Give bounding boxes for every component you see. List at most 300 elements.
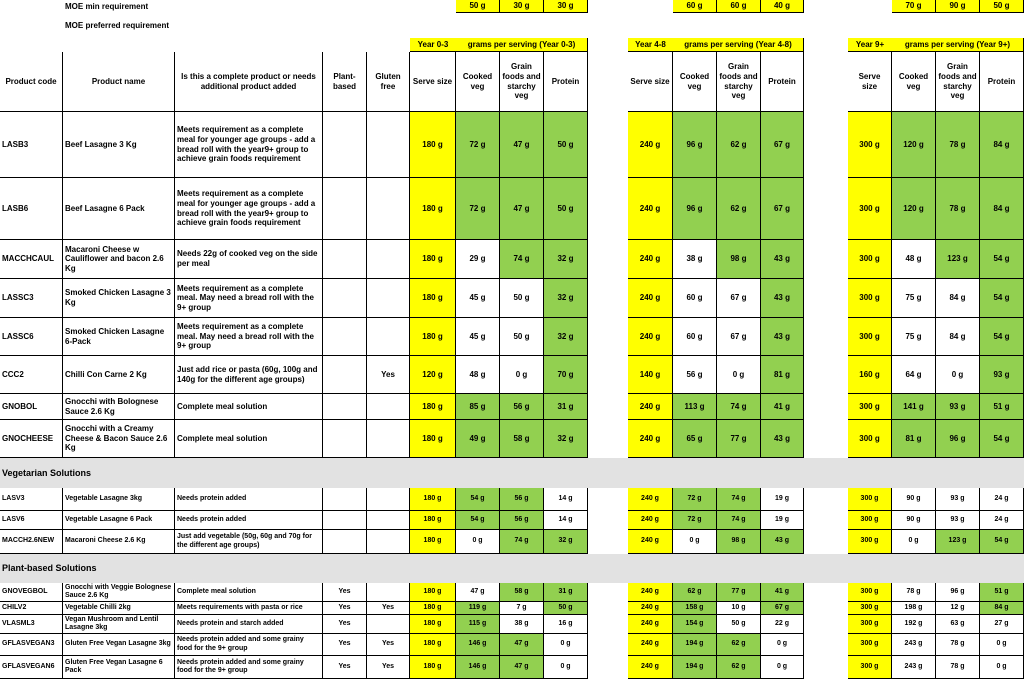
cell-complete-note: Meets requirements with pasta or rice	[175, 602, 323, 615]
cell-veg: 64 g	[892, 356, 936, 394]
header-serve: Serve size	[628, 52, 673, 112]
cell-grain: 38 g	[500, 615, 544, 634]
header-gluten-free: Gluten free	[367, 52, 410, 112]
cell-protein: 81 g	[761, 356, 804, 394]
cell-serve: 300 g	[848, 602, 892, 615]
cell-product-name: Vegetable Lasagne 6 Pack	[63, 511, 175, 530]
cell-product-name: Vegetable Lasagne 3kg	[63, 488, 175, 511]
cell-grain: 77 g	[717, 583, 761, 602]
cell-product-name: Gluten Free Vegan Lasagne 3kg	[63, 634, 175, 656]
cell-protein: 54 g	[980, 279, 1024, 318]
cell-veg: 29 g	[456, 240, 500, 279]
cell-grain: 58 g	[500, 420, 544, 458]
cell-serve: 300 g	[848, 112, 892, 178]
cell-veg: 141 g	[892, 394, 936, 420]
cell-serve: 180 g	[410, 240, 456, 279]
cell-complete-note: Complete meal solution	[175, 583, 323, 602]
moe-min-value: 30 g	[500, 0, 544, 13]
header-veg: Cooked veg	[456, 52, 500, 112]
cell-grain: 62 g	[717, 634, 761, 656]
cell-protein: 43 g	[761, 318, 804, 356]
cell-serve: 240 g	[628, 279, 673, 318]
cell-plant-based	[323, 488, 367, 511]
cell-gluten-free	[367, 394, 410, 420]
cell-grain: 98 g	[717, 530, 761, 554]
cell-serve: 240 g	[628, 530, 673, 554]
cell-grain: 96 g	[936, 420, 980, 458]
cell-protein: 31 g	[544, 583, 588, 602]
cell-grain: 74 g	[717, 394, 761, 420]
cell-gluten-free: Yes	[367, 656, 410, 679]
group-title: grams per serving (Year 0-3)	[467, 39, 576, 49]
cell-grain: 96 g	[936, 583, 980, 602]
cell-gluten-free	[367, 420, 410, 458]
header-grain: Grain foods and starchy veg	[500, 52, 544, 112]
cell-veg: 54 g	[456, 511, 500, 530]
header-complete-product: Is this a complete product or needs additional product added	[175, 52, 323, 112]
cell-veg: 119 g	[456, 602, 500, 615]
cell-veg: 72 g	[456, 112, 500, 178]
cell-product-name: Vegetable Chilli 2kg	[63, 602, 175, 615]
cell-gluten-free	[367, 583, 410, 602]
cell-veg: 38 g	[673, 240, 717, 279]
cell-veg: 146 g	[456, 634, 500, 656]
cell-protein: 32 g	[544, 279, 588, 318]
cell-veg: 49 g	[456, 420, 500, 458]
cell-grain: 84 g	[936, 318, 980, 356]
cell-serve: 240 g	[628, 602, 673, 615]
cell-grain: 50 g	[500, 318, 544, 356]
cell-product-name: Smoked Chicken Lasagne 3 Kg	[63, 279, 175, 318]
cell-plant-based: Yes	[323, 615, 367, 634]
cell-serve: 300 g	[848, 656, 892, 679]
cell-product-code: CHILV2	[0, 602, 63, 615]
cell-serve: 180 g	[410, 656, 456, 679]
cell-plant-based: Yes	[323, 602, 367, 615]
cell-veg: 113 g	[673, 394, 717, 420]
section-vegetarian-title: Vegetarian Solutions	[2, 467, 92, 478]
cell-veg: 47 g	[456, 583, 500, 602]
cell-complete-note: Meets requirement as a complete meal for younger age groups - add a bread roll with the year9+ group to achieve grain foods requirement	[175, 178, 323, 240]
cell-serve: 180 g	[410, 488, 456, 511]
cell-grain: 77 g	[717, 420, 761, 458]
cell-veg: 0 g	[892, 530, 936, 554]
cell-protein: 16 g	[544, 615, 588, 634]
cell-protein: 50 g	[544, 112, 588, 178]
cell-plant-based	[323, 530, 367, 554]
cell-veg: 48 g	[456, 356, 500, 394]
cell-plant-based	[323, 279, 367, 318]
cell-veg: 120 g	[892, 178, 936, 240]
cell-serve: 180 g	[410, 602, 456, 615]
cell-gluten-free	[367, 112, 410, 178]
group-title-bar	[410, 38, 588, 52]
cell-grain: 74 g	[500, 530, 544, 554]
cell-grain: 62 g	[717, 178, 761, 240]
cell-plant-based	[323, 394, 367, 420]
cell-serve: 240 g	[628, 240, 673, 279]
cell-product-name: Macaroni Cheese w Cauliflower and bacon 2.6 Kg	[63, 240, 175, 279]
cell-grain: 50 g	[500, 279, 544, 318]
cell-product-code: GNOVEGBOL	[0, 583, 63, 602]
cell-complete-note: Complete meal solution	[175, 394, 323, 420]
cell-serve: 240 g	[628, 420, 673, 458]
cell-protein: 50 g	[544, 602, 588, 615]
cell-protein: 51 g	[980, 583, 1024, 602]
cell-product-name: Gluten Free Vegan Lasagne 6 Pack	[63, 656, 175, 679]
cell-protein: 84 g	[980, 178, 1024, 240]
cell-serve: 140 g	[628, 356, 673, 394]
cell-protein: 54 g	[980, 530, 1024, 554]
cell-product-name: Gnocchi with Bolognese Sauce 2.6 Kg	[63, 394, 175, 420]
cell-complete-note: Needs protein and starch added	[175, 615, 323, 634]
group-year: Year 9+	[855, 39, 885, 49]
cell-grain: 78 g	[936, 178, 980, 240]
group-title: grams per serving (Year 9+)	[904, 39, 1011, 49]
cell-protein: 54 g	[980, 240, 1024, 279]
cell-grain: 56 g	[500, 511, 544, 530]
cell-protein: 0 g	[980, 656, 1024, 679]
header-protein: Protein	[761, 52, 804, 112]
cell-protein: 0 g	[544, 656, 588, 679]
cell-plant-based	[323, 178, 367, 240]
cell-serve: 240 g	[628, 488, 673, 511]
group-year: Year 0-3	[417, 39, 449, 49]
group-title: grams per serving (Year 4-8)	[684, 39, 792, 49]
cell-product-name: Smoked Chicken Lasagne 6-Pack	[63, 318, 175, 356]
cell-veg: 72 g	[456, 178, 500, 240]
cell-grain: 10 g	[717, 602, 761, 615]
cell-veg: 72 g	[673, 511, 717, 530]
cell-product-name: Beef Lasagne 3 Kg	[63, 112, 175, 178]
cell-serve: 240 g	[628, 511, 673, 530]
cell-protein: 24 g	[980, 488, 1024, 511]
cell-protein: 19 g	[761, 488, 804, 511]
cell-serve: 180 g	[410, 420, 456, 458]
header-serve: Serve size	[410, 52, 456, 112]
cell-veg: 90 g	[892, 488, 936, 511]
cell-plant-based	[323, 318, 367, 356]
cell-complete-note: Meets requirement as a complete meal for younger age groups - add a bread roll with the year9+ group to achieve grain foods requirement	[175, 112, 323, 178]
cell-veg: 81 g	[892, 420, 936, 458]
cell-veg: 65 g	[673, 420, 717, 458]
moe-min-value: 30 g	[544, 0, 588, 13]
cell-serve: 300 g	[848, 240, 892, 279]
cell-protein: 67 g	[761, 602, 804, 615]
cell-serve: 180 g	[410, 511, 456, 530]
cell-veg: 96 g	[673, 178, 717, 240]
cell-grain: 74 g	[717, 511, 761, 530]
cell-veg: 154 g	[673, 615, 717, 634]
cell-product-name: Beef Lasagne 6 Pack	[63, 178, 175, 240]
cell-veg: 158 g	[673, 602, 717, 615]
cell-protein: 51 g	[980, 394, 1024, 420]
header-veg: Cooked veg	[673, 52, 717, 112]
cell-grain: 58 g	[500, 583, 544, 602]
cell-product-code: MACCHCAUL	[0, 240, 63, 279]
cell-veg: 60 g	[673, 318, 717, 356]
cell-protein: 14 g	[544, 488, 588, 511]
cell-serve: 180 g	[410, 279, 456, 318]
cell-serve: 300 g	[848, 394, 892, 420]
cell-veg: 96 g	[673, 112, 717, 178]
cell-protein: 0 g	[980, 634, 1024, 656]
cell-grain: 62 g	[717, 112, 761, 178]
cell-grain: 0 g	[936, 356, 980, 394]
cell-grain: 123 g	[936, 530, 980, 554]
cell-grain: 47 g	[500, 112, 544, 178]
cell-product-code: GFLASVEGAN6	[0, 656, 63, 679]
cell-grain: 93 g	[936, 511, 980, 530]
header-product-code: Product code	[0, 52, 63, 112]
cell-serve: 300 g	[848, 583, 892, 602]
cell-veg: 78 g	[892, 583, 936, 602]
cell-veg: 54 g	[456, 488, 500, 511]
cell-complete-note: Needs protein added	[175, 488, 323, 511]
cell-plant-based	[323, 511, 367, 530]
cell-gluten-free	[367, 615, 410, 634]
cell-veg: 56 g	[673, 356, 717, 394]
cell-protein: 41 g	[761, 583, 804, 602]
cell-serve: 300 g	[848, 511, 892, 530]
cell-protein: 24 g	[980, 511, 1024, 530]
cell-protein: 43 g	[761, 279, 804, 318]
cell-protein: 43 g	[761, 240, 804, 279]
cell-gluten-free	[367, 279, 410, 318]
cell-plant-based	[323, 112, 367, 178]
cell-serve: 240 g	[628, 318, 673, 356]
cell-grain: 62 g	[717, 656, 761, 679]
cell-protein: 32 g	[544, 420, 588, 458]
cell-product-code: LASSC6	[0, 318, 63, 356]
cell-product-name: Gnocchi with Veggie Bolognese Sauce 2.6 Kg	[63, 583, 175, 602]
cell-product-code: LASSC3	[0, 279, 63, 318]
cell-serve: 240 g	[628, 178, 673, 240]
cell-grain: 98 g	[717, 240, 761, 279]
cell-veg: 45 g	[456, 318, 500, 356]
cell-serve: 300 g	[848, 615, 892, 634]
cell-serve: 240 g	[628, 656, 673, 679]
header-veg: Cooked veg	[892, 52, 936, 112]
cell-veg: 85 g	[456, 394, 500, 420]
cell-serve: 300 g	[848, 634, 892, 656]
cell-serve: 300 g	[848, 279, 892, 318]
cell-grain: 78 g	[936, 112, 980, 178]
cell-grain: 74 g	[717, 488, 761, 511]
cell-veg: 194 g	[673, 634, 717, 656]
cell-complete-note: Needs protein added and some grainy food for the 9+ group	[175, 656, 323, 679]
cell-grain: 78 g	[936, 634, 980, 656]
group-year: Year 4-8	[635, 39, 666, 49]
cell-serve: 300 g	[848, 178, 892, 240]
cell-protein: 50 g	[544, 178, 588, 240]
cell-gluten-free	[367, 530, 410, 554]
cell-product-code: GNOCHEESE	[0, 420, 63, 458]
cell-veg: 90 g	[892, 511, 936, 530]
cell-serve: 240 g	[628, 615, 673, 634]
cell-serve: 160 g	[848, 356, 892, 394]
cell-grain: 50 g	[717, 615, 761, 634]
cell-product-code: LASB6	[0, 178, 63, 240]
cell-protein: 43 g	[761, 530, 804, 554]
cell-veg: 146 g	[456, 656, 500, 679]
cell-veg: 62 g	[673, 583, 717, 602]
cell-plant-based: Yes	[323, 656, 367, 679]
cell-product-name: Macaroni Cheese 2.6 Kg	[63, 530, 175, 554]
cell-plant-based	[323, 420, 367, 458]
cell-protein: 19 g	[761, 511, 804, 530]
cell-protein: 0 g	[761, 656, 804, 679]
cell-veg: 75 g	[892, 279, 936, 318]
cell-plant-based	[323, 356, 367, 394]
cell-product-code: MACCH2.6NEW	[0, 530, 63, 554]
cell-veg: 0 g	[673, 530, 717, 554]
cell-complete-note: Just add vegetable (50g, 60g and 70g for the different age groups)	[175, 530, 323, 554]
cell-protein: 14 g	[544, 511, 588, 530]
cell-product-code: GFLASVEGAN3	[0, 634, 63, 656]
cell-serve: 180 g	[410, 178, 456, 240]
cell-product-code: LASV6	[0, 511, 63, 530]
cell-grain: 123 g	[936, 240, 980, 279]
cell-veg: 60 g	[673, 279, 717, 318]
moe-min-value: 40 g	[761, 0, 804, 13]
group-title-bar	[848, 38, 1024, 52]
cell-gluten-free	[367, 488, 410, 511]
cell-serve: 180 g	[410, 112, 456, 178]
cell-protein: 54 g	[980, 318, 1024, 356]
cell-grain: 63 g	[936, 615, 980, 634]
section-plant-based-title: Plant-based Solutions	[2, 563, 97, 574]
cell-grain: 93 g	[936, 488, 980, 511]
header-protein: Protein	[980, 52, 1024, 112]
cell-protein: 67 g	[761, 112, 804, 178]
cell-grain: 47 g	[500, 656, 544, 679]
cell-plant-based: Yes	[323, 634, 367, 656]
cell-protein: 67 g	[761, 178, 804, 240]
cell-serve: 300 g	[848, 488, 892, 511]
moe-min-value: 50 g	[980, 0, 1024, 13]
cell-grain: 47 g	[500, 178, 544, 240]
cell-protein: 27 g	[980, 615, 1024, 634]
cell-protein: 32 g	[544, 530, 588, 554]
cell-grain: 0 g	[500, 356, 544, 394]
cell-grain: 56 g	[500, 488, 544, 511]
header-grain: Grain foods and starchy veg	[717, 52, 761, 112]
cell-veg: 45 g	[456, 279, 500, 318]
cell-protein: 41 g	[761, 394, 804, 420]
cell-protein: 31 g	[544, 394, 588, 420]
cell-veg: 0 g	[456, 530, 500, 554]
cell-serve: 240 g	[628, 634, 673, 656]
cell-gluten-free	[367, 511, 410, 530]
group-title-bar	[628, 38, 804, 52]
cell-complete-note: Just add rice or pasta (60g, 100g and 140g for the different age groups)	[175, 356, 323, 394]
cell-protein: 84 g	[980, 112, 1024, 178]
cell-veg: 192 g	[892, 615, 936, 634]
cell-protein: 43 g	[761, 420, 804, 458]
moe-preferred-label: MOE preferred requirement	[65, 21, 170, 31]
cell-grain: 7 g	[500, 602, 544, 615]
cell-veg: 120 g	[892, 112, 936, 178]
moe-min-value: 60 g	[717, 0, 761, 13]
moe-min-value: 50 g	[456, 0, 500, 13]
cell-veg: 198 g	[892, 602, 936, 615]
header-serve: Serve size	[848, 52, 892, 112]
cell-grain: 93 g	[936, 394, 980, 420]
cell-protein: 54 g	[980, 420, 1024, 458]
cell-serve: 180 g	[410, 394, 456, 420]
cell-complete-note: Needs protein added	[175, 511, 323, 530]
cell-gluten-free: Yes	[367, 602, 410, 615]
cell-veg: 72 g	[673, 488, 717, 511]
cell-serve: 180 g	[410, 615, 456, 634]
cell-grain: 0 g	[717, 356, 761, 394]
cell-product-code: LASB3	[0, 112, 63, 178]
cell-grain: 56 g	[500, 394, 544, 420]
cell-serve: 300 g	[848, 420, 892, 458]
cell-plant-based: Yes	[323, 583, 367, 602]
header-product-name: Product name	[63, 52, 175, 112]
moe-min-value: 60 g	[673, 0, 717, 13]
cell-serve: 300 g	[848, 318, 892, 356]
cell-product-code: LASV3	[0, 488, 63, 511]
cell-grain: 67 g	[717, 318, 761, 356]
cell-product-name: Vegan Mushroom and Lentil Lasagne 3kg	[63, 615, 175, 634]
cell-complete-note: Meets requirement as a complete meal. May need a bread roll with the 9+ group	[175, 279, 323, 318]
moe-min-label: MOE min requirement	[65, 2, 149, 12]
cell-complete-note: Needs protein added and some grainy food for the 9+ group	[175, 634, 323, 656]
cell-protein: 70 g	[544, 356, 588, 394]
cell-plant-based	[323, 240, 367, 279]
moe-min-value: 90 g	[936, 0, 980, 13]
cell-serve: 240 g	[628, 583, 673, 602]
cell-serve: 180 g	[410, 634, 456, 656]
cell-gluten-free	[367, 318, 410, 356]
cell-veg: 48 g	[892, 240, 936, 279]
cell-serve: 180 g	[410, 530, 456, 554]
cell-complete-note: Needs 22g of cooked veg on the side per meal	[175, 240, 323, 279]
cell-gluten-free: Yes	[367, 634, 410, 656]
cell-product-code: GNOBOL	[0, 394, 63, 420]
cell-product-name: Gnocchi with a Creamy Cheese & Bacon Sauce 2.6 Kg	[63, 420, 175, 458]
cell-grain: 67 g	[717, 279, 761, 318]
cell-veg: 75 g	[892, 318, 936, 356]
cell-grain: 78 g	[936, 656, 980, 679]
header-plant-based: Plant-based	[323, 52, 367, 112]
cell-veg: 243 g	[892, 656, 936, 679]
cell-product-code: VLASML3	[0, 615, 63, 634]
cell-grain: 12 g	[936, 602, 980, 615]
cell-veg: 243 g	[892, 634, 936, 656]
cell-serve: 240 g	[628, 112, 673, 178]
cell-serve: 300 g	[848, 530, 892, 554]
cell-complete-note: Complete meal solution	[175, 420, 323, 458]
cell-product-name: Chilli Con Carne 2 Kg	[63, 356, 175, 394]
cell-serve: 180 g	[410, 583, 456, 602]
cell-protein: 0 g	[761, 634, 804, 656]
cell-serve: 120 g	[410, 356, 456, 394]
cell-product-code: CCC2	[0, 356, 63, 394]
cell-veg: 115 g	[456, 615, 500, 634]
cell-protein: 22 g	[761, 615, 804, 634]
cell-veg: 194 g	[673, 656, 717, 679]
cell-protein: 84 g	[980, 602, 1024, 615]
cell-gluten-free	[367, 178, 410, 240]
cell-serve: 180 g	[410, 318, 456, 356]
cell-grain: 84 g	[936, 279, 980, 318]
header-grain: Grain foods and starchy veg	[936, 52, 980, 112]
cell-protein: 32 g	[544, 318, 588, 356]
